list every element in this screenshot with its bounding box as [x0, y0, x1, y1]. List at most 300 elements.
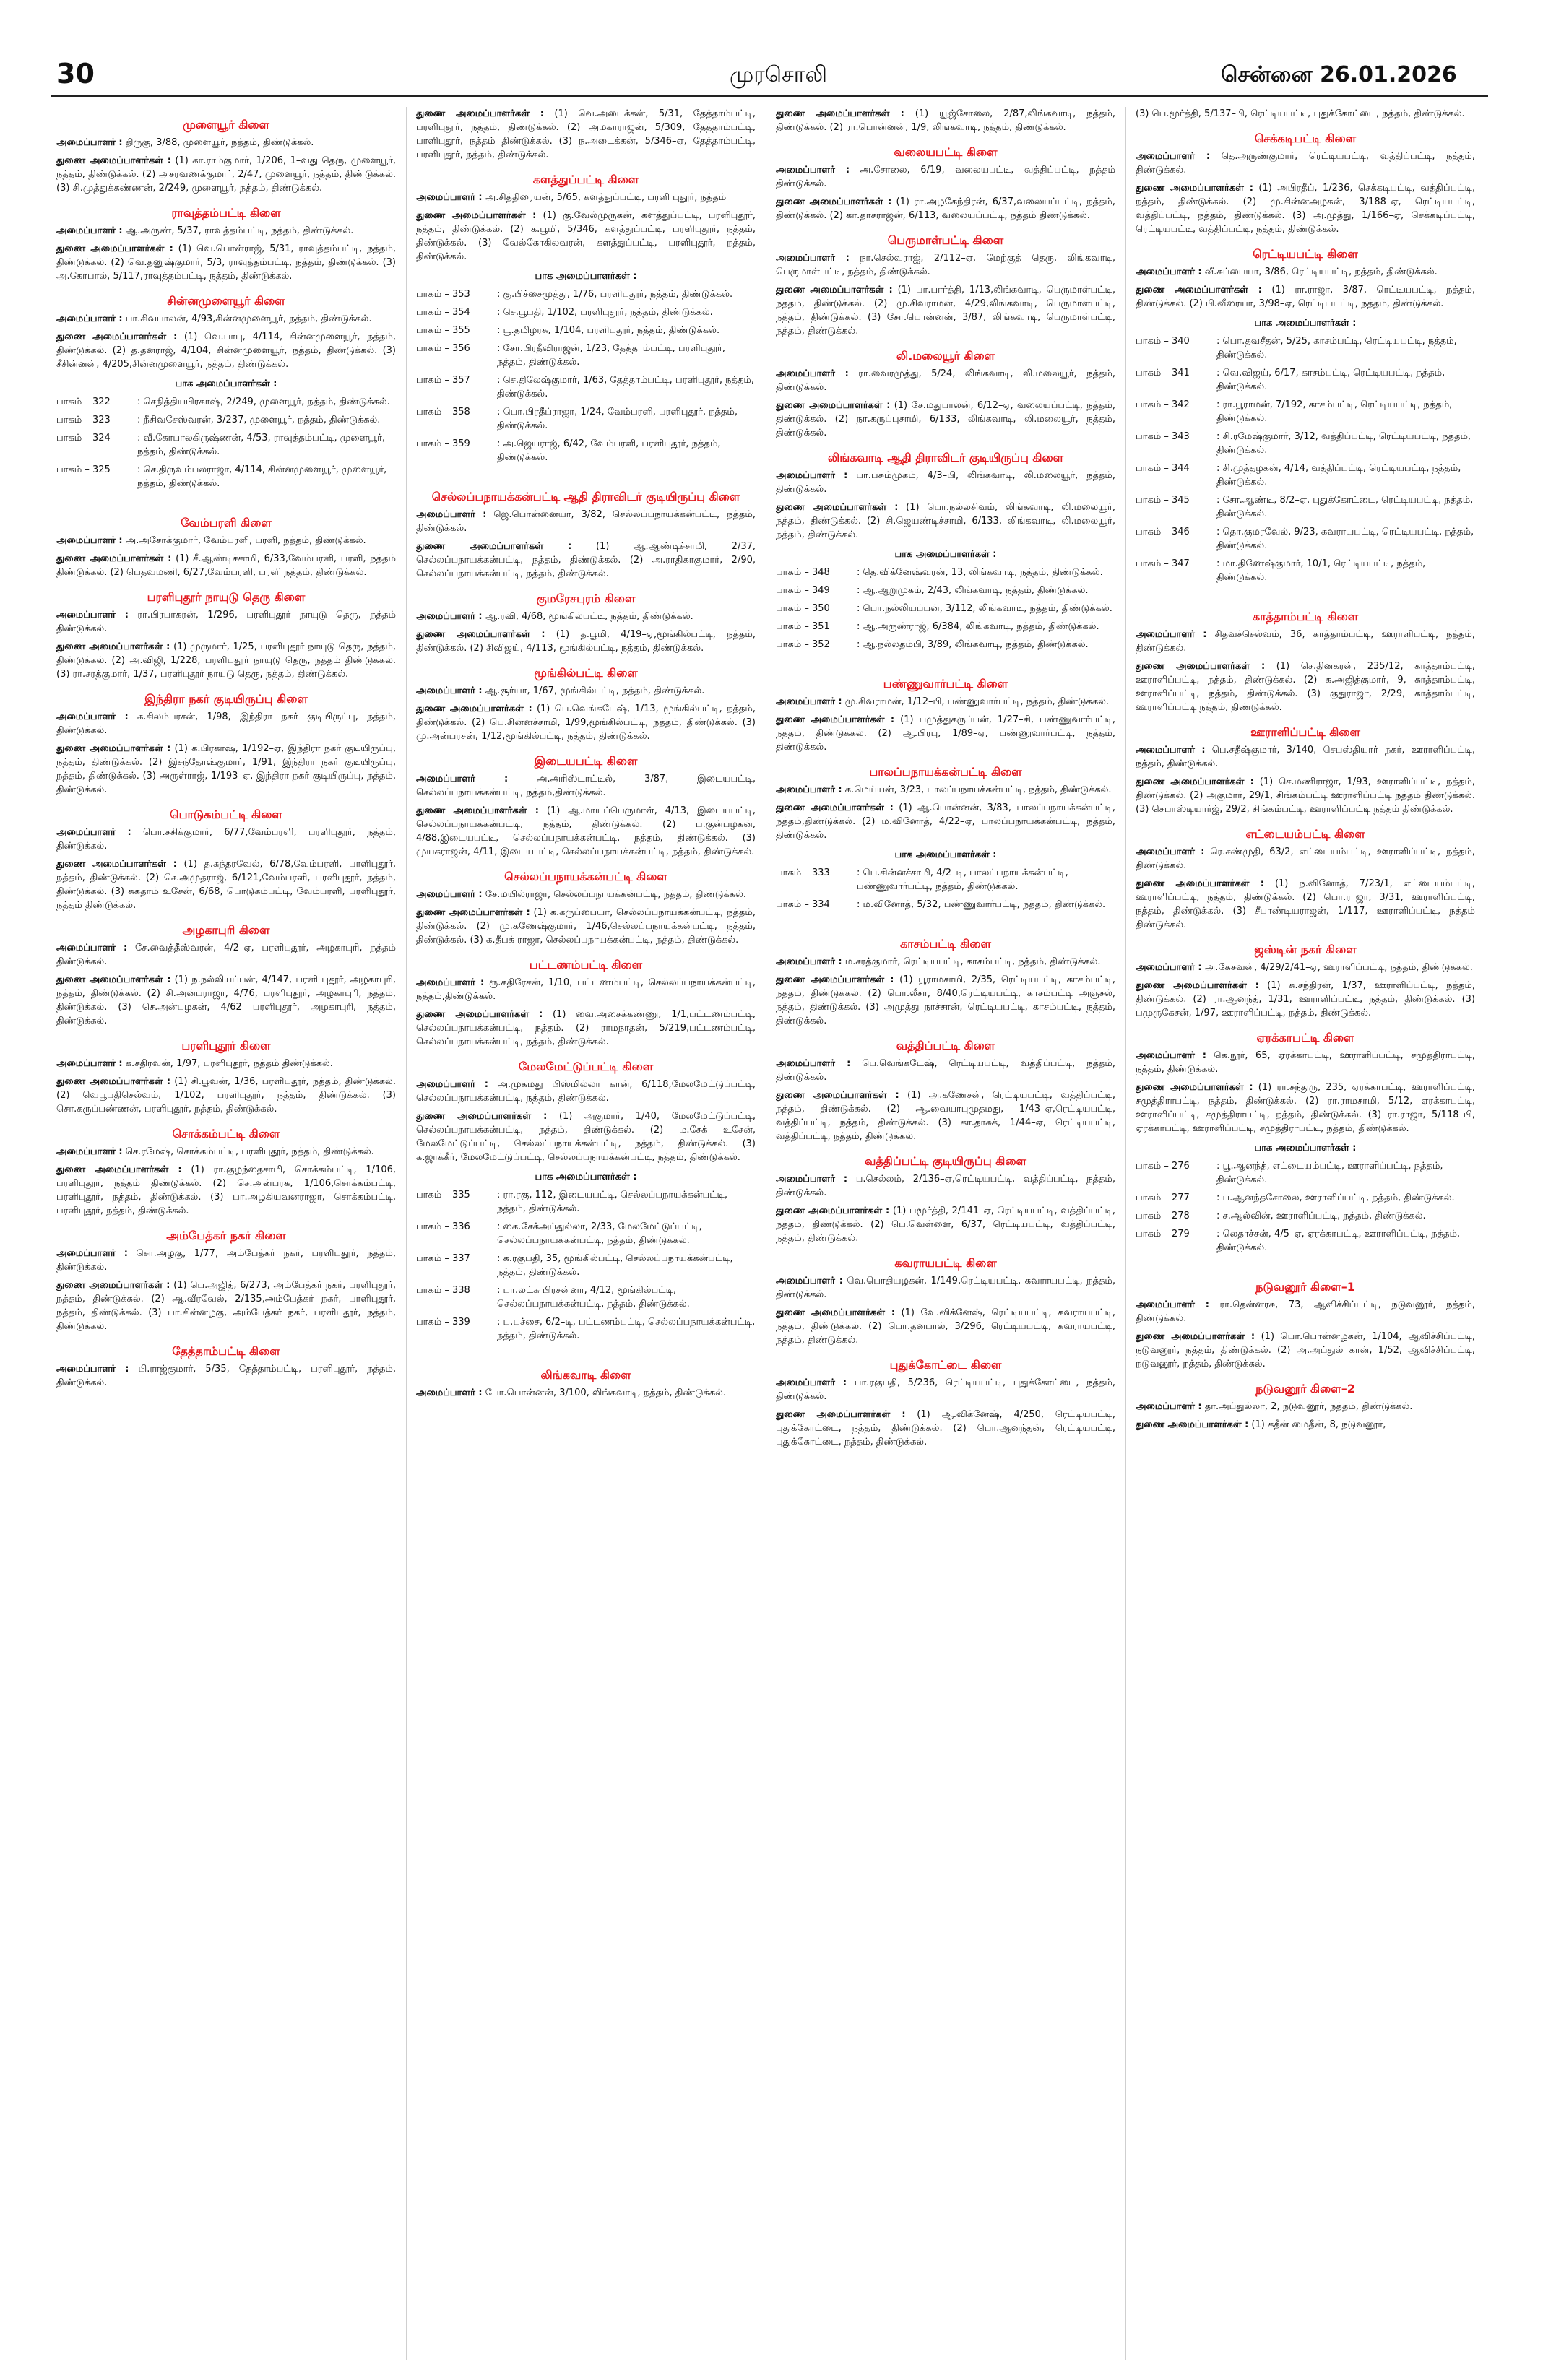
booth-organiser: : ப.ஆனந்தசோலை, ஊராளிப்பட்டி, நத்தம், திண்டுக்கல். — [1216, 1193, 1455, 1203]
member-entry — [1136, 283, 1475, 311]
member-details: (1) செ.மணிராஜா, 1/93, ஊராளிப்பட்டி, நத்தம், திண்டுக்கல். (2) அகுமார், 29/1, சிங்கம்பட்டி ஊராளிப்பட்டி நத்தம் திண்டுக்கல். (3) செபாஸ்டியார்ஜ், 29/2, சிங்கம்பட்டி, ஊராளிப்பட்டி நத்தம் திண்டுக்கல். — [1136, 776, 1475, 815]
branch-title: முளையூர் கிளை — [183, 118, 269, 131]
booth-organiser: : தெ.விக்னேஷ்வரன், 13, லிங்கவாடி, நத்தம், திண்டுக்கல். — [857, 567, 1103, 578]
member-entry — [56, 973, 396, 1028]
role-label: அமைப்பாளர் : — [776, 470, 848, 481]
booth-organiser: : சி.ரமேஷ்குமார், 3/12, வத்திப்பட்டி, ரெட்டியபட்டி, நத்தம், திண்டுக்கல். — [1216, 431, 1471, 456]
member-details: சிதவச்செல்வம், 36, காத்தாம்பட்டி, ஊராளிபட்டி, நத்தம், திண்டுக்கல். — [1136, 629, 1475, 654]
member-entry — [56, 224, 396, 238]
role-label: துணை அமைப்பாளர்கள் : — [56, 641, 170, 652]
booth-organiser: : பொ.தவசீதன், 5/25, காசம்பட்டி, ரெட்டியபட்டி, நத்தம், திண்டுக்கல். — [1216, 336, 1457, 360]
branch-section — [776, 1255, 1115, 1347]
booth-row — [1136, 493, 1475, 521]
branch-title: வேம்பரளி கிளை — [181, 516, 272, 529]
member-details: தெ.அருண்குமார், ரெட்டியபட்டி, வத்திப்பட்டி, நத்தம், திண்டுக்கல். — [1136, 151, 1475, 176]
booth-organiser: : அ.ஜெயராஜ், 6/42, வேம்பரளி, பரளிபுதூர், நத்தம், திண்டுக்கல். — [497, 438, 721, 463]
role-label: அமைப்பாளர் : — [1136, 1050, 1206, 1061]
role-label: துணை அமைப்பாளர்கள் : — [416, 1009, 543, 1020]
role-label: அமைப்பாளர் : — [56, 313, 123, 324]
member-details: (1) வெ.பொன்ராஜ், 5/31, ராவுத்தம்பட்டி, நத்தம், திண்டுக்கல். (2) வெ.தனுஷ்குமார், 5/3, ராவுத்தம்பட்டி, நத்தம், திண்டுக்கல். (3) அ.கோபால், 5/117,ராவுத்தம்பட்டி, நத்தம், திண்டுக்கல். — [56, 243, 396, 282]
member-entry — [56, 312, 396, 326]
booth-row — [56, 463, 396, 490]
role-label: துணை அமைப்பாளர்கள் : — [776, 1307, 896, 1318]
role-label: துணை அமைப்பாளர்கள் : — [776, 196, 892, 207]
booth-row — [416, 1252, 756, 1279]
role-label: அமைப்பாளர் : — [1136, 847, 1205, 857]
member-entry — [1136, 1081, 1475, 1135]
member-details: வீ.சுப்பையா, 3/86, ரெட்டியபட்டி, நத்தம், திண்டுக்கல். — [1201, 267, 1438, 277]
role-label: அமைப்பாளர் : — [416, 509, 487, 520]
member-entry — [56, 242, 396, 283]
role-label: அமைப்பாளர் : — [776, 253, 850, 264]
member-entry — [1136, 877, 1475, 932]
booth-row — [1136, 366, 1475, 394]
branch-title: வத்திப்பட்டி கிளை — [896, 1039, 995, 1052]
member-entry — [416, 540, 756, 581]
branch-title: குமரேசபுரம் கிளை — [536, 592, 636, 605]
member-entry — [776, 1172, 1115, 1200]
booth-organiser: : நீசிவசேஸ்வரன், 3/237, முளையூர், நத்தம், திண்டுக்கல். — [137, 415, 381, 425]
column-2 — [416, 107, 756, 2360]
member-details: க.சதிரவன், 1/97, பரளிபுதூர், நத்தம் திண்டுக்கல். — [122, 1058, 333, 1069]
member-details: (1) வை.அசைக்கண்ணு, 1/1,பட்டணம்பட்டி, செல்லப்பநாயக்கன்பட்டி, நத்தம். (2) ராமநாதன், 5/219,பட்டணம்பட்டி, செல்லப்பநாயக்கன்பட்டி, நத்தம், திண்டுக்கல். — [416, 1009, 756, 1047]
branch-section — [416, 172, 756, 464]
booth-organiser: : சோ.ஆண்டி, 8/2–ஏ, புதுக்கோட்டை, ரெட்டியபட்டி, நத்தம், திண்டுக்கல். — [1216, 495, 1474, 519]
role-label: அமைப்பாளர் : — [776, 956, 842, 967]
member-entry — [776, 1204, 1115, 1245]
member-details: (1) ந.நல்லியப்பன், 4/147, பரளி புதூர், அழகாபுரி, நத்தம், திண்டுக்கல். (2) சி.அன்பராஜா, 4/76, பரளிபுதூர், அழகாபுரி, நத்தம், திண்டுக்கல். (3) செ.அன்பழகன், 4/62 பரளிபுதூர், அழகாபுரி, நத்தம், திண்டுக்கல். — [56, 974, 396, 1026]
booth-organisers-heading: பாக அமைப்பாளர்கள் : — [535, 1172, 637, 1182]
booth-number: பாகம் – 278 — [1136, 1211, 1190, 1221]
branch-title: நடுவனூர் கிளை–1 — [1255, 1280, 1355, 1294]
branch-section — [1136, 1381, 1475, 1432]
role-label: அமைப்பாளர் : — [776, 368, 849, 379]
member-details: (1) அகுமார், 1/40, மேலமேட்டுப்பட்டி, செல்லப்பநாயக்கன்பட்டி, நத்தம், திண்டுக்கல். (2) ம.சேக் உசேன், மேலமேட்டுப்பட்டி, செல்லப்பநாயக்கன்பட்டி, நத்தம், திண்டுக்கல். (3) க.ஜாக்கீர், மேலமேட்டுப்பட்டி, செல்லப்பநாயக்கன்பட்டி, நத்தம், திண்டுக்கல். — [416, 1111, 756, 1163]
member-details: (1) சீ.ஆண்டிச்சாமி, 6/33,வேம்பரளி, பரளி, நத்தம் திண்டுக்கல். (2) பெதவமணி, 6/27,வேம்பரளி, பரளி நத்தம், திண்டுக்கல். — [56, 553, 396, 578]
member-entry — [416, 906, 756, 947]
member-entry — [416, 1078, 756, 1105]
booth-organisers-heading: பாக அமைப்பாளர்கள் : — [175, 378, 277, 389]
role-label: துணை அமைப்பாளர்கள் : — [1136, 183, 1253, 194]
role-label: அமைப்பாளர் : — [1136, 1401, 1202, 1412]
member-details: பெ.சதீஷ்குமார், 3/140, செபஸ்தியார் நகர், ஊராளிப்பட்டி, நத்தம், திண்டுக்கல். — [1136, 745, 1475, 769]
booth-number: பாகம் – 335 — [416, 1190, 470, 1200]
branch-section — [1136, 1279, 1475, 1371]
member-entry — [776, 1274, 1115, 1302]
booth-row — [776, 602, 1115, 615]
role-label: அமைப்பாளர் : — [776, 1276, 843, 1286]
member-details: கெ.நூர், 65, ஏரக்காபட்டி, ஊராளிப்பட்டி, சமுத்திராபட்டி, நத்தம், திண்டுக்கல். — [1136, 1050, 1475, 1075]
member-details: (1) ரா.அழகேந்திரன், 6/37,வலையப்பட்டி, நத்தம், திண்டுக்கல். (2) கா.தாசராஜன், 6/113, வலையப்பட்டி, நத்தம் திண்டுக்கல். — [776, 196, 1115, 221]
member-entry — [56, 826, 396, 853]
member-details: அ.அரிஸ்டாட்டில், 3/87, இடையபட்டி, செல்லப்பநாயக்கன்பட்டி, நத்தம்,திண்டுக்கல். — [416, 774, 756, 798]
role-label: அமைப்பாளர் : — [56, 1058, 123, 1069]
booth-number: பாகம் – 349 — [776, 585, 830, 596]
member-entry — [56, 552, 396, 579]
role-label: அமைப்பாளர் : — [416, 685, 483, 696]
booth-number: பாகம் – 345 — [1136, 495, 1190, 506]
branch-section — [416, 957, 756, 1049]
role-label: அமைப்பாளர் : — [416, 192, 483, 203]
member-entry — [416, 107, 756, 162]
booth-number: பாகம் – 343 — [1136, 431, 1190, 442]
booth-organiser: : பெ.சின்னச்சாமி, 4/2–டி, பாலப்பநாயக்கன்பட்டி, பண்ணுவார்பட்டி, நத்தம், திண்டுக்கல். — [857, 867, 1068, 892]
booth-row — [1136, 525, 1475, 553]
branch-title: பண்ணுவார்பட்டி கிளை — [883, 677, 1008, 691]
branch-title: லிங்கவாடி ஆதி திராவிடர் குடியிருப்பு கிளை — [827, 451, 1064, 464]
booth-organiser: : கை.சேக்அப்துல்லா, 2/33, மேலமேட்டுப்பட்டி, செல்லப்பநாயக்கன்பட்டி, நத்தம், திண்டுக்கல். — [497, 1221, 702, 1246]
branch-title: ஜஸ்டின் நகர் கிளை — [1254, 943, 1357, 956]
member-details: தா.அப்துல்லா, 2, நடுவனூர், நத்தம், திண்டுக்கல். — [1201, 1401, 1413, 1412]
booth-number: பாகம் – 276 — [1136, 1161, 1190, 1172]
role-label: துணை அமைப்பாளர்கள் : — [416, 1111, 548, 1122]
role-label: அமைப்பாளர் : — [1136, 1299, 1209, 1310]
role-label: அமைப்பாளர் : — [416, 1079, 489, 1090]
booth-organiser: : லெதாச்சன், 4/5–ஏ, ஏரக்காபட்டி, ஊராளிப்பட்டி, நத்தம், திண்டுக்கல். — [1216, 1229, 1461, 1253]
role-label: அமைப்பாளர் : — [1136, 962, 1202, 973]
member-details: ம.சரத்குமார், ரெட்டியபட்டி, காசம்பட்டி, நத்தம், திண்டுக்கல். — [842, 956, 1101, 967]
role-label: துணை அமைப்பாளர்கள் : — [56, 974, 171, 985]
branch-section — [1136, 246, 1475, 584]
role-label: துணை அமைப்பாளர்கள் : — [416, 907, 530, 918]
role-label: துணை அமைப்பாளர்கள் : — [416, 805, 539, 816]
city-date: சென்னை 26.01.2026 — [1221, 62, 1457, 87]
member-entry — [1136, 1049, 1475, 1076]
booth-row — [1136, 398, 1475, 425]
member-entry — [776, 1408, 1115, 1449]
branch-title: கவராயபட்டி கிளை — [894, 1256, 997, 1270]
role-label: அமைப்பாளர் : — [776, 165, 850, 176]
member-entry — [1136, 107, 1475, 121]
role-label: துணை அமைப்பாளர்கள் : — [1136, 1082, 1253, 1093]
booth-organiser: : ஆ.ஆறுமுகம், 2/43, லிங்கவாடி, நத்தம், திண்டுக்கல். — [857, 585, 1089, 596]
booth-number: பாகம் – 334 — [776, 899, 830, 910]
branch-section — [56, 515, 396, 579]
booth-number: பாகம் – 277 — [1136, 1193, 1190, 1203]
member-details: நா.செல்வராஜ், 2/112–ஏ, மேற்குத் தெரு, லிங்கவாடி, பெருமாள்பட்டி, நத்தம், திண்டுக்கல். — [776, 253, 1115, 277]
member-entry — [1136, 979, 1475, 1020]
booth-organiser: : ம.வினோத், 5/32, பண்ணுவார்பட்டி, நத்தம், திண்டுக்கல். — [857, 899, 1106, 910]
member-details: (1) ஆ.விக்னேஷ், 4/250, ரெட்டியபட்டி, புதுக்கோட்டை, நத்தம், திண்டுக்கல். (2) பொ.ஆனந்தன், ரெட்டியபட்டி, புதுக்கோட்டை, நத்தம், திண்டுக்கல். — [776, 1409, 1115, 1448]
booth-number: பாகம் – 322 — [56, 397, 111, 407]
branch-section — [776, 1154, 1115, 1245]
branch-section — [416, 107, 756, 162]
branch-title: ஏரக்காபட்டி கிளை — [1256, 1031, 1354, 1044]
member-entry — [1136, 775, 1475, 816]
branch-section — [416, 869, 756, 947]
branch-title: அழகாபுரி கிளை — [182, 923, 270, 937]
booth-row — [1136, 1191, 1475, 1205]
member-details: பா.பசும்முகம், 4/3–பி, லிங்கவாடி, லி.மலையூர், நத்தம், திண்டுக்கல். — [776, 470, 1115, 495]
role-label: அமைப்பாளர் : — [776, 784, 842, 795]
member-entry — [1136, 659, 1475, 714]
member-details: ரெ.சண்முதி, 63/2, எட்டையம்பட்டி, ஊராளிப்பட்டி, நத்தம், திண்டுக்கல். — [1136, 847, 1475, 871]
member-details: ஆ.அருண், 5/37, ராவுத்தம்பட்டி, நத்தம், திண்டுக்கல். — [122, 225, 354, 236]
branch-title: ரெட்டியபட்டி கிளை — [1253, 247, 1358, 261]
newspaper-name: முரசொலி — [730, 62, 827, 87]
member-entry — [1136, 1298, 1475, 1325]
branch-section — [56, 807, 396, 912]
booth-row — [416, 1188, 756, 1216]
role-label: துணை அமைப்பாளர்கள் : — [56, 859, 177, 870]
booth-organiser: : பொ.நல்லியப்பன், 3/112, லிங்கவாடி, நத்தம், திண்டுக்கல். — [857, 603, 1112, 614]
booth-row — [776, 566, 1115, 579]
branch-section — [416, 665, 756, 743]
member-entry — [56, 1163, 396, 1218]
member-details: க.சிலம்பரசன், 1/98, இந்திரா நகர் குடியிருப்பு, நத்தம், திண்டுக்கல். — [56, 711, 396, 736]
member-details: (1) கதீன் மைதீன், 8, நடுவனூர், — [1248, 1419, 1386, 1430]
role-label: அமைப்பாளர் : — [776, 1174, 848, 1185]
member-details: (1) சே.மதுபாலன், 6/12–ஏ, வலையப்பட்டி, நத்தம், திண்டுக்கல். (2) நா.கருப்புசாமி, 6/133, லிங்கவாடி, லி.மலையூர், நத்தம், திண்டுக்கல். — [776, 400, 1115, 438]
branch-title: இடையபட்டி கிளை — [534, 754, 638, 768]
booth-row — [1136, 1159, 1475, 1187]
role-label: துணை அமைப்பாளர்கள் : — [776, 502, 899, 513]
role-label: அமைப்பாளர் : — [416, 889, 483, 900]
booth-number: பாகம் – 323 — [56, 415, 111, 425]
booth-row — [416, 306, 756, 319]
member-details: பொ.சசிக்குமார், 6/77,வேம்பரளி, பரளிபுதூர், நத்தம், திண்டுக்கல். — [56, 827, 396, 852]
member-details: மு.சிவராமன், 1/12–பி, பண்ணுவார்பட்டி, நத்தம், திண்டுக்கல். — [842, 696, 1110, 707]
member-entry — [416, 772, 756, 800]
member-details: போ.பொன்னன், 3/100, லிங்கவாடி, நத்தம், திண்டுக்கல். — [482, 1388, 727, 1398]
booth-row — [1136, 334, 1475, 362]
member-details: பெ.வெங்கடேஷ், ரெட்டியபட்டி, வத்திப்பட்டி, நத்தம், திண்டுக்கல். — [776, 1058, 1115, 1083]
branch-section — [416, 753, 756, 859]
member-entry — [56, 136, 396, 150]
role-label: துணை அமைப்பாளர்கள் : — [776, 1090, 899, 1101]
booth-row — [776, 620, 1115, 633]
role-label: அமைப்பாளர் : — [56, 1364, 129, 1375]
branch-section — [56, 1228, 396, 1333]
member-entry — [416, 684, 756, 698]
branch-section — [56, 1126, 396, 1218]
member-details: க.மெய்யன், 3/23, பாலப்பநாயக்கன்பட்டி, நத்தம், திண்டுக்கல். — [842, 784, 1112, 795]
branch-section — [776, 348, 1115, 440]
member-entry — [776, 501, 1115, 542]
branch-title: ஊராளிப்பட்டி கிளை — [1250, 725, 1360, 739]
member-details: (1) ரா.ராஜா, 3/87, ரெட்டியபட்டி, நத்தம், திண்டுக்கல். (2) பி.வீரையா, 3/98–ஏ, ரெட்டியபட்டி, நத்தம், திண்டுக்கல். — [1136, 285, 1475, 309]
branch-section — [416, 489, 756, 581]
member-details: சொ.அழகு, 1/77, அம்பேத்கர் நகர், பரளிபுதூர், நத்தம், திண்டுக்கல். — [56, 1248, 396, 1273]
branch-section — [776, 1357, 1115, 1449]
booth-row — [416, 1220, 756, 1247]
booth-number: பாகம் – 357 — [416, 375, 470, 386]
member-details: அ.கேசவன், 4/29/2/41–ஏ, ஊராளிப்பட்டி, நத்தம், திண்டுக்கல். — [1201, 962, 1473, 973]
booth-row — [416, 373, 756, 401]
booth-number: பாகம் – 341 — [1136, 368, 1190, 378]
branch-section — [1136, 609, 1475, 714]
branch-title: மேலமேட்டுப்பட்டி கிளை — [518, 1060, 654, 1073]
member-details: அ.முகமது பிஸ்மில்லா கான், 6/118,மேலமேட்டுப்பட்டி, செல்லப்பநாயக்கன்பட்டி, நத்தம், திண்டுக்கல். — [416, 1079, 756, 1104]
role-label: துணை அமைப்பாளர்கள் : — [776, 974, 894, 985]
member-entry — [776, 107, 1115, 134]
booth-organiser: : ஆ.நல்லதம்பி, 3/89, லிங்கவாடி, நத்தம், திண்டுக்கல். — [857, 639, 1089, 650]
member-entry — [416, 1386, 756, 1400]
member-entry — [776, 1376, 1115, 1403]
role-label: அமைப்பாளர் : — [56, 943, 128, 953]
booth-row — [56, 431, 396, 459]
member-entry — [1136, 1330, 1475, 1371]
member-details: ரா.தென்னரசு, 73, ஆவிச்சிப்பட்டி, நடுவனூர், நத்தம், திண்டுக்கல். — [1136, 1299, 1475, 1324]
booth-organiser: : ரா.ரகு, 112, இடையபட்டி, செல்லப்பநாயக்கன்பட்டி, நத்தம், திண்டுக்கல். — [497, 1190, 728, 1214]
member-details: ப.செல்லம், 2/136–ஏ,ரெட்டியபட்டி, வத்திப்பட்டி, நத்தம், திண்டுக்கல். — [776, 1174, 1115, 1198]
booth-organiser: : வீ.கோபாலகிருஷ்ணன், 4/53, ராவுத்தம்பட்டி, முளையூர், நத்தம், திண்டுக்கல். — [137, 433, 386, 457]
booth-row — [416, 437, 756, 464]
member-entry — [776, 955, 1115, 969]
role-label: துணை அமைப்பாளர்கள் : — [416, 210, 537, 221]
branch-section — [1136, 107, 1475, 121]
member-details: (1) கு.வேல்முருகன், களத்துப்பட்டி, பரளிபுதூர், நத்தம், திண்டுக்கல். (2) க.பூமி, 5/346, களத்துப்பட்டி, பரளிபுதூர், நத்தம், திண்டுக்கல். (3) வேல்கோகிலவரன், களத்துப்பட்டி, பரளிபுதூர், நத்தம், திண்டுக்கல். — [416, 210, 756, 262]
member-details: ரூ.கதிரேசன், 1/10, பட்டணம்பட்டி, செல்லப்பநாயக்கன்பட்டி, நத்தம்,திண்டுக்கல். — [416, 977, 756, 1002]
member-details: அ.சித்திரையன், 5/65, களத்துப்பட்டி, பரளி புதூர், நத்தம் — [482, 192, 727, 203]
booth-row — [416, 1284, 756, 1311]
member-entry — [1136, 1418, 1475, 1432]
column-3 — [776, 107, 1115, 2360]
member-entry — [776, 367, 1115, 394]
role-label: துணை அமைப்பாளர்கள் : — [776, 802, 894, 813]
member-entry — [776, 783, 1115, 797]
role-label: துணை அமைப்பாளர்கள் : — [416, 704, 532, 714]
member-entry — [416, 508, 756, 535]
role-label: துணை அமைப்பாளர்கள் : — [56, 332, 178, 342]
booth-number: பாகம் – 355 — [416, 325, 470, 336]
member-entry — [56, 857, 396, 912]
booth-number: பாகம் – 348 — [776, 567, 830, 578]
member-entry — [776, 713, 1115, 754]
branch-section — [56, 293, 396, 490]
booth-organiser: : பொ.பிரதீப்ராஜா, 1/24, வேம்பரளி, பரளிபுதூர், நத்தம், திண்டுக்கல். — [497, 407, 738, 431]
member-details: (1) செ.தினகரன், 235/12, காத்தாம்பட்டி, ஊராளிப்பட்டி, நத்தம், திண்டுக்கல். (2) க.அஜித்குமார், 9, காத்தாம்பட்டி, ஊராளிப்பட்டி, நத்தம், திண்டுக்கல். (3) குதுராஜா, 2/29, காத்தாம்பட்டி, ஊராளிப்பட்டி நத்தம், திண்டுக்கல். — [1136, 661, 1475, 713]
member-details: பி.ராஜ்குமார், 5/35, தேத்தாம்பட்டி, பரளிபுதூர், நத்தம், திண்டுக்கல். — [56, 1364, 396, 1388]
member-details: (1) முருமார், 1/25, பரளிபுதூர் நாயுடு தெரு, நத்தம், திண்டுக்கல். (2) அ.விஜி, 1/228, பரளிபுதூர் நாயுடு தெரு, நத்தம் திண்டுக்கல். (3) ரா.சரத்குமார், 1/37, பரளிபுதூர் நாயுடு தெரு, நத்தம், திண்டுக்கல். — [56, 641, 396, 680]
branch-title: மூங்கில்பட்டி கிளை — [534, 666, 638, 680]
member-entry — [1136, 628, 1475, 655]
role-label: துணை அமைப்பாளர்கள் : — [56, 1076, 171, 1087]
booth-organiser: : ரா.பூராமன், 7/192, காசம்பட்டி, ரெட்டியபட்டி, நத்தம், திண்டுக்கல். — [1216, 399, 1453, 424]
member-details: சே.வைத்தீஸ்வரன், 4/2–ஏ, பரளிபுதூர், அழகாபுரி, நத்தம் திண்டுக்கல். — [56, 943, 396, 967]
role-label: துணை அமைப்பாளர்கள் : — [56, 1164, 182, 1175]
member-entry — [56, 608, 396, 636]
role-label: துணை அமைப்பாளர்கள் : — [1136, 878, 1264, 889]
branch-title: பரளிபுதூர் கிளை — [181, 1039, 271, 1052]
member-details: அ.சோலை, 6/19, வலையபட்டி, வத்திப்பட்டி, நத்தம் திண்டுக்கல். — [776, 165, 1115, 189]
role-label: துணை அமைப்பாளர்கள் : — [56, 155, 171, 166]
branch-section — [1136, 131, 1475, 236]
member-details: (3) பெ.மூர்த்தி, 5/137–பி, ரெட்டியபட்டி, புதுக்கோட்டை, நத்தம், திண்டுக்கல். — [1136, 108, 1465, 119]
booth-organiser: : மா.திணேஷ்குமார், 10/1, ரெட்டியபட்டி, நத்தம், திண்டுக்கல். — [1216, 558, 1426, 583]
member-details: ரா.வைரமுத்து, 5/24, லிங்கவாடி, லி.மலையூர், நத்தம், திண்டுக்கல். — [776, 368, 1115, 393]
branch-title: நடுவனூர் கிளை–2 — [1255, 1382, 1355, 1395]
branch-section — [1136, 942, 1475, 1020]
role-label: துணை அமைப்பாளர்கள் : — [56, 243, 173, 254]
member-details: (1) வெ.அடைக்கன், 5/31, தேத்தாம்பட்டி, பரளிபுதூர், நத்தம், திண்டுக்கல். (2) அமகாராஜன், 5/309, தேத்தாம்பட்டி, பரளிபுதூர், நத்தம் திண்டுக்கல். (3) ந.அடைக்கன், 5/346–ஏ, தேத்தாம்பட்டி, பரளிபுதூர், நத்தம், திண்டுக்கல். — [416, 108, 756, 160]
booth-number: பாகம் – 344 — [1136, 463, 1190, 474]
member-entry — [776, 1057, 1115, 1084]
column-1 — [56, 107, 396, 2360]
member-entry — [1136, 1400, 1475, 1414]
booth-organiser: : செநித்தியபிரகாஷ், 2/249, முளையூர், நத்தம், திண்டுக்கல். — [137, 397, 390, 407]
member-details: (1) வெ.பாபு, 4/114, சின்னமுளையூர், நத்தம், திண்டுக்கல். (2) த.தனராஜ், 4/104, சின்னமுளையூர், நத்தம், திண்டுக்கல். (3) சீசின்னன், 4/205,சின்னமுளையூர், நத்தம், திண்டுக்கல். — [56, 332, 396, 370]
booth-number: பாகம் – 340 — [1136, 336, 1190, 347]
branch-section — [776, 936, 1115, 1028]
branch-section — [56, 589, 396, 681]
member-entry — [1136, 743, 1475, 771]
member-entry — [776, 195, 1115, 222]
branch-section — [776, 144, 1115, 222]
booth-number: பாகம் – 337 — [416, 1253, 470, 1264]
member-entry — [1136, 181, 1475, 236]
booth-organiser: : கு.பிச்சைமுத்து, 1/76, பரளிபுதூர், நத்தம், திண்டுக்கல். — [497, 289, 733, 300]
booth-row — [776, 638, 1115, 652]
member-entry — [776, 973, 1115, 1028]
branch-section — [416, 591, 756, 655]
member-details: (1) க.பிரகாஷ், 1/192–ஏ, இந்திரா நகர் குடியிருப்பு, நத்தம், திண்டுக்கல். (2) இசந்தோஷ்குமார், 1/91, இந்திரா நகர் குடியிருப்பு, நத்தம், திண்டுக்கல். (3) அருள்ராஜ், 1/193–ஏ, இந்திரா நகர் குடியிருப்பு, நத்தம், திண்டுக்கல். — [56, 743, 396, 795]
branch-title: செல்லப்பநாயக்கன்பட்டி கிளை — [504, 870, 667, 883]
member-entry — [56, 1057, 396, 1070]
member-details: (1) ரா.சந்துரு, 235, ஏரக்காபட்டி, ஊராளிப்பட்டி, சமுத்திராபட்டி, நத்தம், திண்டுக்கல். (2) ரா.ராமசாமி, 5/12, ஏரக்காபட்டி, ஊராளிப்பட்டி, சமுத்திராபட்டி, நத்தம், திண்டுக்கல். (3) ரா.ராஜா, 5/118–பி, ஏரக்காபட்டி, ஊராளிப்பட்டி, சமுத்திராபட்டி, நத்தம், திண்டுக்கல். — [1136, 1082, 1475, 1134]
role-label: துணை அமைப்பாளர்கள் : — [56, 553, 172, 564]
booth-organiser: : ஆ.அருண்ராஜ், 6/384, லிங்கவாடி, நத்தம், திண்டுக்கல். — [857, 621, 1099, 632]
role-label: துணை அமைப்பாளர்கள் : — [776, 108, 904, 119]
branch-section — [776, 233, 1115, 338]
member-entry — [416, 628, 756, 655]
page-header — [0, 0, 1543, 108]
member-entry — [416, 1109, 756, 1164]
member-details: ஆ.ரவி, 4/68, மூங்கில்பட்டி, நத்தம், திண்டுக்கல். — [482, 611, 693, 622]
role-label: துணை அமைப்பாளர்கள் : — [1136, 1331, 1255, 1342]
branch-title: பெருமாள்பட்டி கிளை — [887, 233, 1004, 247]
role-label: துணை அமைப்பாளர்கள் : — [1136, 1419, 1249, 1430]
role-label: துணை அமைப்பாளர்கள் : — [776, 1409, 906, 1420]
member-details: பா.ரகுபதி, 5/236, ரெட்டியபட்டி, புதுக்கோட்டை, நத்தம், திண்டுக்கல். — [776, 1377, 1115, 1402]
role-label: அமைப்பாளர் : — [1136, 151, 1211, 162]
member-details: அ.அசோக்குமார், வேம்பரளி, பரளி, நத்தம், திண்டுக்கல். — [122, 535, 366, 546]
branch-section — [1136, 724, 1475, 816]
booth-organiser: : ச.ஆல்வின், ஊராளிப்பட்டி, நத்தம், திண்டுக்கல். — [1216, 1211, 1426, 1221]
booth-number: பாகம் – 324 — [56, 433, 111, 443]
role-label: துணை அமைப்பாளர்கள் : — [416, 629, 545, 640]
branch-title: பட்டணம்பட்டி கிளை — [529, 958, 643, 972]
booth-row — [56, 395, 396, 409]
branch-section — [56, 205, 396, 283]
member-details: (1) ந.வினோத், 7/23/1, எட்டையம்பட்டி, ஊராளிப்பட்டி, நத்தம், திண்டுக்கல். (2) பொ.ராஜா, 3/31, ஊராளிப்பட்டி, நத்தம், திண்டுக்கல். (3) சீபாண்டியராஜன், 1/117, ஊராளிப்பட்டி, நத்தம் திண்டுக்கல். — [1136, 878, 1475, 930]
member-details: செ.ரமேஷ், சொக்கம்பட்டி, பரளிபுதூர், நத்தம், திண்டுக்கல். — [122, 1146, 374, 1157]
member-details: ஆ.சூர்யா, 1/67, மூங்கில்பட்டி, நத்தம், திண்டுக்கல். — [482, 685, 705, 696]
role-label: துணை அமைப்பாளர்கள் : — [416, 108, 544, 119]
member-entry — [56, 330, 396, 371]
branch-title: பொடுகம்பட்டி கிளை — [170, 808, 282, 821]
member-entry — [416, 610, 756, 623]
member-entry — [776, 1089, 1115, 1143]
branch-section — [416, 1367, 756, 1400]
member-details: (1) பமூர்த்தி, 2/141–ஏ, ரெட்டியபட்டி, வத்திப்பட்டி, நத்தம், திண்டுக்கல். (2) பெ.வெள்ளை, 6/37, ரெட்டியபட்டி, வத்திப்பட்டி, நத்தம், திண்டுக்கல். — [776, 1206, 1115, 1244]
branch-section — [416, 1059, 756, 1343]
booth-organiser: : செ.திலேஷ்குமார், 1/63, தேத்தாம்பட்டி, பரளிபுதூர், நத்தம், திண்டுக்கல். — [497, 375, 755, 399]
branch-title: லி.மலையூர் கிளை — [896, 349, 995, 363]
role-label: அமைப்பாளர் : — [56, 137, 123, 148]
booth-number: பாகம் – 354 — [416, 307, 470, 318]
booth-number: பாகம் – 356 — [416, 343, 470, 354]
booth-row — [776, 866, 1115, 893]
branch-section — [56, 922, 396, 1028]
member-entry — [1136, 150, 1475, 177]
role-label: துணை அமைப்பாளர்கள் : — [776, 285, 893, 295]
role-label: துணை அமைப்பாளர்கள் : — [56, 743, 171, 754]
role-label: துணை அமைப்பாளர்கள் : — [1136, 285, 1262, 295]
booth-organiser: : செ.திருவம்பலராஜா, 4/114, சின்னமுளையூர், முளையூர், நத்தம், திண்டுக்கல். — [137, 464, 387, 489]
member-entry — [56, 534, 396, 548]
booth-number: பாகம் – 336 — [416, 1221, 470, 1232]
